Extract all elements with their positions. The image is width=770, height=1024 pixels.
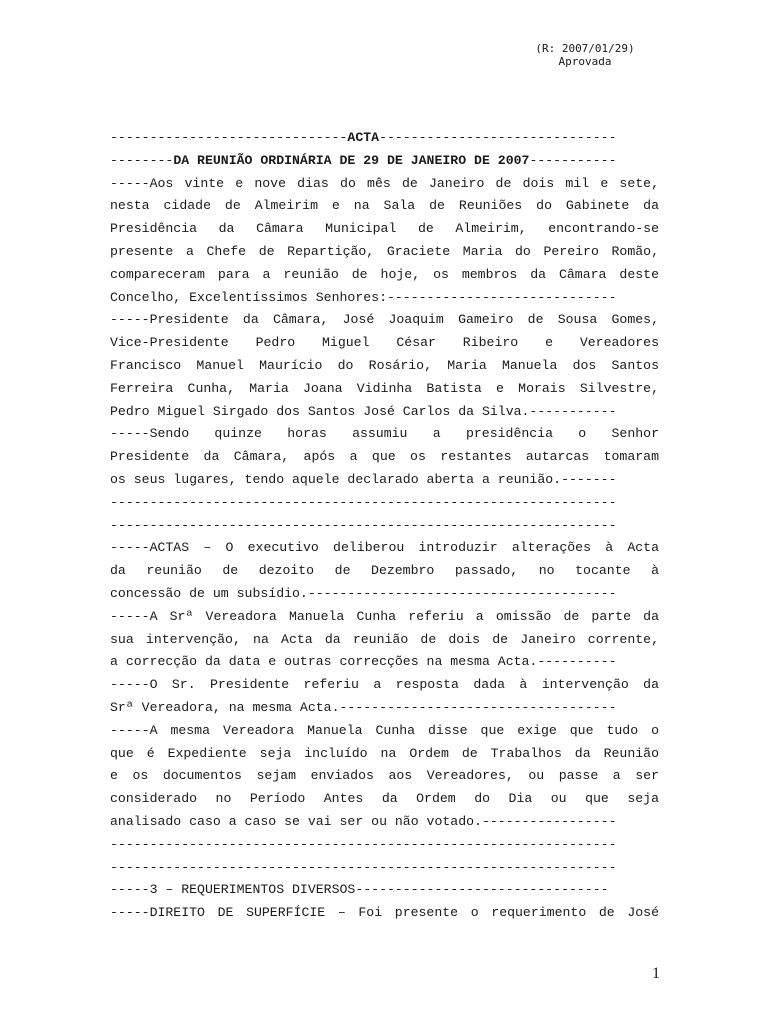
line-text: ----------- [529, 152, 617, 168]
line-text: Pedro Miguel Sirgado dos Santos José Carlos da Silva.----------- [110, 403, 617, 419]
text-line [110, 902, 659, 925]
line-text: -----DIREITO DE SUPERFÍCIE – Foi presente o requerimento de José [110, 905, 659, 921]
text-line [110, 879, 659, 902]
revision-date: (R: 2007/01/29) [535, 42, 635, 55]
text-line [110, 469, 659, 492]
text-line [110, 446, 659, 469]
line-text: ---------------------------------------------------------------- [110, 859, 617, 875]
text-line [110, 309, 659, 332]
minutes-body [110, 127, 659, 925]
line-text: -----Aos vinte e nove dias do mês de Janeiro de dois mil e sete, [110, 175, 659, 191]
text-line [110, 241, 659, 264]
revision-note [520, 42, 650, 68]
text-line [110, 127, 659, 150]
line-text: -----Presidente da Câmara, José Joaquim Gameiro de Sousa Gomes, [110, 312, 659, 328]
line-text: -----A mesma Vereadora Manuela Cunha disse que exige que tudo o [110, 722, 659, 738]
line-text: Vice-Presidente Pedro Miguel César Ribeiro e Vereadores [110, 335, 659, 351]
text-line [110, 423, 659, 446]
line-text: ---------------------------------------------------------------- [110, 494, 617, 510]
line-text: presente a Chefe de Repartição, Graciete Maria do Pereiro Romão, [110, 243, 659, 259]
line-text: Ferreira Cunha, Maria Joana Vidinha Batista e Morais Silvestre, [110, 380, 659, 396]
text-line [110, 629, 659, 652]
line-text: -----ACTAS – O executivo deliberou introduzir alterações à Acta [110, 540, 659, 556]
text-line [110, 857, 659, 880]
line-text: Presidência da Câmara Municipal de Almeirim, encontrando-se [110, 221, 659, 237]
line-text: -----A Srª Vereadora Manuela Cunha referiu a omissão de parte da [110, 608, 659, 624]
text-line [110, 834, 659, 857]
line-text: ------------------------------ [379, 130, 617, 145]
text-line [110, 195, 659, 218]
text-line [110, 401, 659, 424]
text-line [110, 150, 659, 173]
line-text: Francisco Manuel Maurício do Rosário, Maria Manuela dos Santos [110, 357, 659, 373]
line-text: -----O Sr. Presidente referiu a resposta dada à intervenção da [110, 677, 659, 693]
line-text: ---------------------------------------------------------------- [110, 836, 617, 852]
line-text: e os documentos sejam enviados aos Vereadores, ou passe a ser [110, 768, 659, 784]
line-text: -------- [110, 152, 174, 168]
page-number: 1 [652, 965, 660, 982]
heading-text: ACTA [347, 130, 380, 145]
text-line [110, 560, 659, 583]
text-line [110, 264, 659, 287]
line-text: que é Expediente seja incluído na Ordem de Trabalhos da Reunião [110, 745, 659, 761]
text-line [110, 720, 659, 743]
text-line [110, 583, 659, 606]
line-text: da reunião de dezoito de Dezembro passado, no tocante à [110, 563, 659, 579]
text-line [110, 173, 659, 196]
text-line [110, 218, 659, 241]
line-text: Concelho, Excelentíssimos Senhores:----------------------------- [110, 289, 617, 305]
line-text: considerado no Período Antes da Ordem do Dia ou que seja [110, 791, 659, 807]
text-line [110, 537, 659, 560]
line-text: ---------------------------------------------------------------- [110, 517, 617, 533]
text-line [110, 651, 659, 674]
line-text: Presidente da Câmara, após a que os restantes autarcas tomaram [110, 449, 659, 465]
text-line [110, 811, 659, 834]
heading-text: DA REUNIÃO ORDINÁRIA DE 29 DE JANEIRO DE 2007 [173, 152, 530, 168]
approval-status: Aprovada [558, 55, 612, 68]
text-line [110, 788, 659, 811]
text-line [110, 355, 659, 378]
text-line [110, 287, 659, 310]
line-text: concessão de um subsídio.--------------------------------------- [110, 585, 617, 601]
text-line [110, 765, 659, 788]
line-text: -----Sendo quinze horas assumiu a presidência o Senhor [110, 426, 659, 442]
line-text: Srª Vereadora, na mesma Acta.----------------------------------- [110, 699, 617, 715]
line-text: analisado caso a caso se vai ser ou não votado.----------------- [110, 813, 617, 829]
line-text: a correcção da data e outras correcções na mesma Acta.---------- [110, 654, 617, 670]
line-text: compareceram para a reunião de hoje, os membros da Câmara deste [110, 266, 659, 282]
line-text: ------------------------------ [110, 130, 348, 145]
line-text: sua intervenção, na Acta da reunião de dois de Janeiro corrente, [110, 631, 659, 647]
line-text: os seus lugares, tendo aquele declarado aberta a reunião.------- [110, 471, 617, 487]
text-line [110, 606, 659, 629]
text-line [110, 332, 659, 355]
text-line [110, 697, 659, 720]
text-line [110, 492, 659, 515]
text-line [110, 378, 659, 401]
text-line [110, 674, 659, 697]
text-line [110, 743, 659, 766]
line-text: nesta cidade de Almeirim e na Sala de Reuniões do Gabinete da [110, 198, 659, 214]
text-line [110, 515, 659, 538]
line-text: -----3 – REQUERIMENTOS DIVERSOS-------------------------------- [110, 882, 609, 898]
